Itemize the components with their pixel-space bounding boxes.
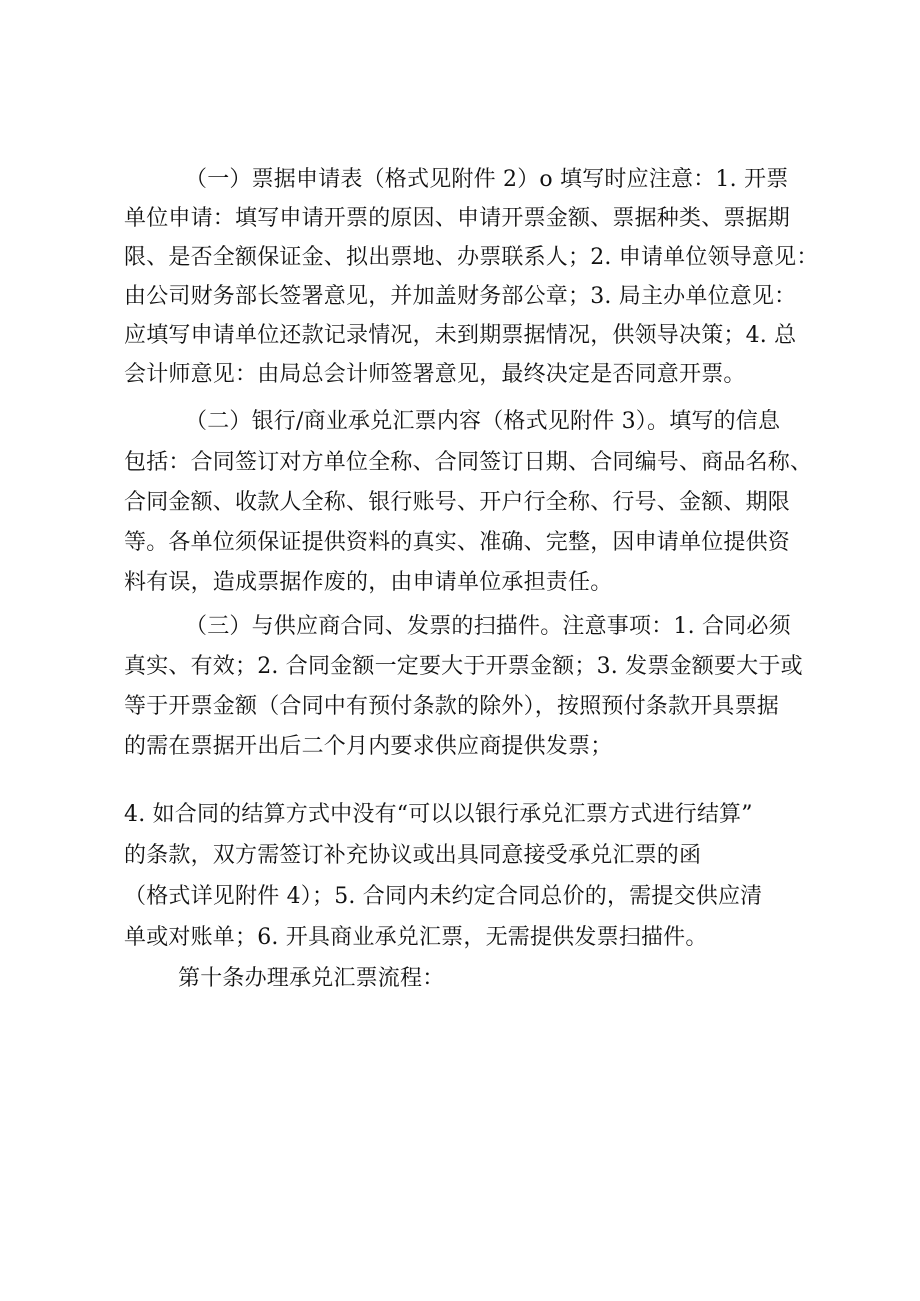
paragraph-3-line-2: 真实、有效；2. 合同金额一定要大于开票金额；3. 发票金额要大于或 (124, 654, 803, 679)
paragraph-2-line-4: 等。各单位须保证提供资料的真实、准确、完整，因申请单位提供资 (124, 530, 791, 555)
paragraph-1-line-6: 会计师意见：由局总会计师签署意见，最终决定是否同意开票。 (124, 362, 746, 387)
paragraph-3-line-3: 等于开票金额（合同中有预付条款的除外），按照预付条款开具票据 (124, 694, 780, 719)
paragraph-1-line-3: 限、是否全额保证金、拟出票地、办票联系人；2. 申请单位领导意见： (124, 245, 819, 270)
paragraph-2-line-1: （二）银行/商业承兑汇票内容（格式见附件 3）。填写的信息 (185, 409, 781, 434)
paragraph-2-line-2: 包括：合同签订对方单位全称、合同签订日期、合同编号、商品名称、 (124, 450, 813, 475)
paragraph-2-line-5: 料有误，造成票据作废的，由申请单位承担责任。 (124, 570, 613, 595)
paragraph-4-line-2: 的条款，双方需签订补充协议或出具同意接受承兑汇票的函 (124, 843, 702, 868)
paragraph-1-line-1: （一）票据申请表（格式见附件 2）o 填写时应注意：1. 开票 (185, 167, 789, 192)
paragraph-4-line-3: （格式详见附件 4）；5. 合同内未约定合同总价的，需提交供应清 (124, 884, 763, 909)
paragraph-1-line-5: 应填写申请单位还款记录情况，未到期票据情况，供领导决策；4. 总 (124, 323, 797, 348)
section-heading: 第十条办理承兑汇票流程： (178, 966, 445, 991)
paragraph-4-line-4: 单或对账单；6. 开具商业承兑汇票，无需提供发票扫描件。 (124, 925, 708, 950)
paragraph-1-line-4: 由公司财务部长签署意见，并加盖财务部公章；3. 局主办单位意见： (124, 284, 797, 309)
paragraph-2-line-3: 合同金额、收款人全称、银行账号、开户行全称、行号、金额、期限 (124, 490, 791, 515)
paragraph-4-line-1: 4. 如合同的结算方式中没有“可以以银行承兑汇票方式进行结算” (124, 802, 753, 827)
paragraph-1-line-2: 单位申请：填写申请开票的原因、申请开票金额、票据种类、票据期 (124, 206, 791, 231)
paragraph-3-line-4: 的需在票据开出后二个月内要求供应商提供发票； (124, 734, 613, 759)
paragraph-3-line-1: （三）与供应商合同、发票的扫描件。注意事项：1. 合同必须 (185, 614, 791, 639)
